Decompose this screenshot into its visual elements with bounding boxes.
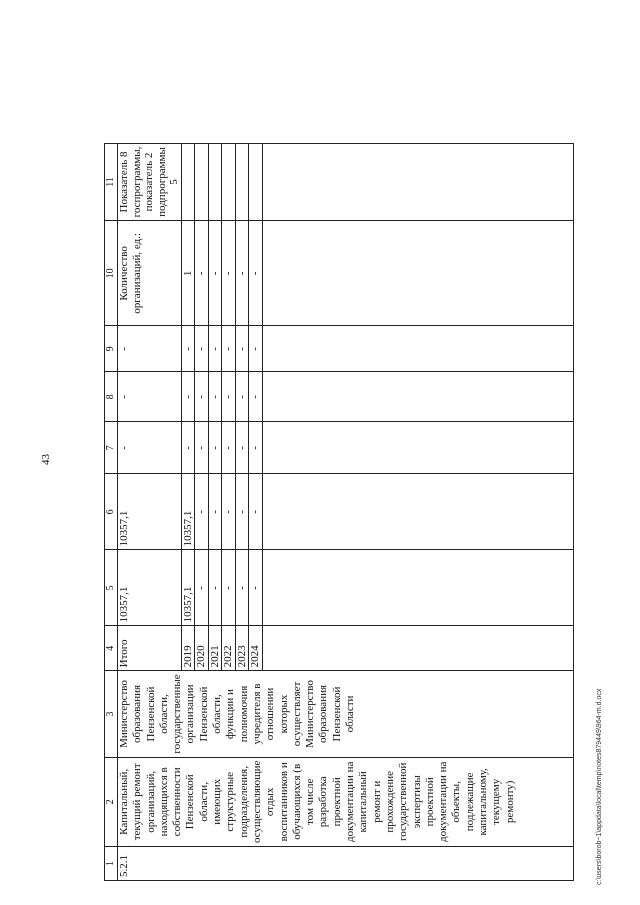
indicator-value-cell: - [222, 221, 236, 326]
item-number-cell: 5.2.1 [118, 847, 574, 881]
budget-cell-7: - [222, 422, 236, 474]
budget-cell-9: - [118, 326, 182, 372]
period-cell: Итого [118, 626, 182, 671]
budget-cell-8: - [222, 372, 236, 422]
regional-budget-cell: 10357,1 [118, 474, 182, 550]
footer-file-path: c:\users\borob~1\appdata\local\temp\notes879449\964-m.d.ocx [596, 688, 603, 885]
indicator-ref-blank [235, 143, 249, 221]
executor-cell: Министерство образования Пензенской области, государственные организации Пензенской области, функции и полномочия учредителя в отношении которых осуществляет Министерство образования Пензенской области [118, 671, 574, 757]
indicator-value-cell: - [249, 221, 263, 326]
budget-cell-8: - [118, 372, 182, 422]
regional-budget-cell: - [195, 474, 209, 550]
budget-cell-7: - [118, 422, 182, 474]
indicator-ref-blank [181, 143, 195, 221]
regional-budget-cell: - [235, 474, 249, 550]
column-number: 2 [105, 757, 118, 846]
budget-cell-7: - [181, 422, 195, 474]
period-cell: 2022 [222, 626, 236, 671]
budget-cell-7: - [208, 422, 222, 474]
period-cell: 2021 [208, 626, 222, 671]
budget-cell-9: - [249, 326, 263, 372]
page-number: 43 [40, 454, 52, 465]
budget-cell-9: - [208, 326, 222, 372]
regional-budget-cell: - [249, 474, 263, 550]
column-number: 3 [105, 671, 118, 757]
column-number: 10 [105, 221, 118, 326]
indicator-value-cell: - [235, 221, 249, 326]
regional-budget-cell: - [222, 474, 236, 550]
budget-cell-9: - [181, 326, 195, 372]
indicator-ref-blank [195, 143, 209, 221]
column-number: 5 [105, 550, 118, 626]
total-funding-cell: - [249, 550, 263, 626]
indicator-ref-blank [249, 143, 263, 221]
column-number-row [105, 143, 118, 880]
column-number: 8 [105, 372, 118, 422]
budget-cell-9: - [222, 326, 236, 372]
total-funding-cell: 10357,1 [118, 550, 182, 626]
period-cell: 2019 [181, 626, 195, 671]
column-number: 1 [105, 847, 118, 881]
indicator-value-cell: 1 [181, 221, 195, 326]
total-funding-cell: - [235, 550, 249, 626]
indicator-value-cell: - [195, 221, 209, 326]
budget-cell-9: - [195, 326, 209, 372]
column-number: 9 [105, 326, 118, 372]
budget-cell-8: - [195, 372, 209, 422]
total-funding-cell: - [222, 550, 236, 626]
column-number: 11 [105, 143, 118, 221]
total-funding-cell: 10357,1 [181, 550, 195, 626]
regional-budget-cell: - [208, 474, 222, 550]
budget-cell-8: - [249, 372, 263, 422]
total-funding-cell: - [208, 550, 222, 626]
budget-cell-8: - [208, 372, 222, 422]
indicator-name-cell: Количество организаций, ед.: [118, 221, 182, 326]
column-number: 7 [105, 422, 118, 474]
period-cell: 2020 [195, 626, 209, 671]
budget-cell-9: - [235, 326, 249, 372]
table-row [118, 143, 182, 880]
total-funding-cell: - [195, 550, 209, 626]
budget-cell-7: - [249, 422, 263, 474]
budget-cell-7: - [195, 422, 209, 474]
budget-table [104, 143, 574, 881]
indicator-value-cell: - [208, 221, 222, 326]
budget-cell-8: - [181, 372, 195, 422]
indicator-ref-blank [222, 143, 236, 221]
indicator-ref-blank [208, 143, 222, 221]
column-number: 6 [105, 474, 118, 550]
indicator-ref-cell: Показатель 8 госпрограммы, показатель 2 подпрограммы 5 [118, 143, 182, 221]
budget-cell-7: - [235, 422, 249, 474]
period-cell: 2024 [249, 626, 263, 671]
column-number: 4 [105, 626, 118, 671]
period-cell: 2023 [235, 626, 249, 671]
budget-cell-8: - [235, 372, 249, 422]
measure-name-cell: Капитальный, текущий ремонт организаций, находящихся в собственности Пензенской области, имеющих структурные подразделения, осуществляющие отдых воспитанников и обучающихся (в том числе разработка проектной документации на капитальный ремонт и прохождение государственной экспертизы проектной документации на объекты, подлежащие капитальному, текущему ремонту) [118, 757, 574, 846]
regional-budget-cell: 10357,1 [181, 474, 195, 550]
